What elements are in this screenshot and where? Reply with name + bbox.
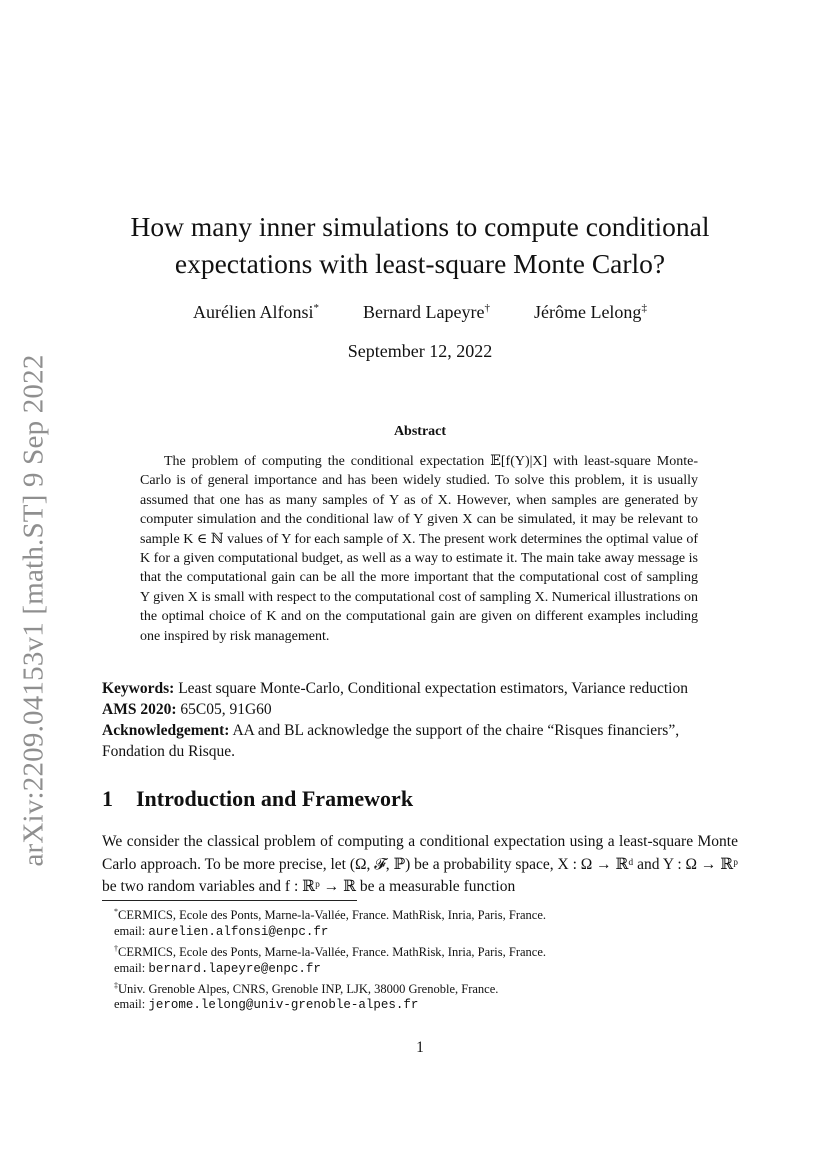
author-mark: *: [313, 302, 320, 314]
acknowledgement-label: Acknowledgement:: [102, 722, 230, 739]
arxiv-stamp: [8, 353, 60, 867]
author-name: Bernard Lapeyre: [363, 302, 485, 322]
author: [534, 302, 647, 323]
author-name: Aurélien Alfonsi: [193, 302, 314, 322]
footnote-affiliation: Univ. Grenoble Alpes, CNRS, Grenoble INP, LJK, 38000 Grenoble, France.: [118, 981, 499, 996]
footnote: [114, 978, 734, 998]
footnote-affiliation: CERMICS, Ecole des Ponts, Marne-la-Vallée, France. MathRisk, Inria, Paris, France.: [118, 908, 547, 923]
ams-text: 65C05, 91G60: [176, 701, 272, 718]
arxiv-stamp-text: arXiv:2209.04153v1 [math.ST] 9 Sep 2022: [17, 353, 50, 867]
abstract-body: The problem of computing the conditional expectation 𝔼[f(Y)|X] with least-square Monte-Carlo is of general importance and has been widely studied. To solve this problem, it is usually assumed that one has as many samples of Y as of X. However, when samples are generated by computer simulation and the conditional law of Y given X can be simulated, it may be relevant to sample K ∈ ℕ values of Y for each sample of X. The present work determines the optimal value of K for a given computational budget, as well as a way to estimate it. The main take away message is that the computational gain can be all the more important that the computational cost of sampling Y given X is small with respect to the computational cost of sampling X. Numerical illustrations on the optimal choice of K and on the computational gain are given on different examples including one inspired by risk management.: [140, 454, 698, 644]
title-line-1: How many inner simulations to compute conditional: [130, 211, 710, 242]
email-label: email:: [114, 923, 149, 938]
footnote-mark: *: [114, 907, 118, 916]
keywords-text: Least square Monte-Carlo, Conditional expectation estimators, Variance reduction: [174, 680, 688, 697]
email-label: email:: [114, 997, 149, 1012]
abstract-heading: Abstract: [393, 424, 447, 439]
author: [363, 302, 490, 323]
author-mark: †: [484, 302, 490, 314]
footnote-email-line: [114, 997, 734, 1014]
footnote-mark: †: [114, 943, 118, 953]
intro-paragraph: We consider the classical problem of computing a conditional expectation using a least-square Monte Carlo approach. To be more precise, let (Ω, 𝓕, ℙ) be a probability space, X : Ω → ℝᵈ and Y : Ω → ℝᵖ be two random variables and f : ℝᵖ → ℝ be a measurable function: [102, 833, 738, 895]
email-link[interactable]: bernard.lapeyre@enpc.fr: [148, 961, 321, 976]
ams-label: AMS 2020:: [102, 701, 177, 718]
acknowledgement-text: AA and BL acknowledge the support of the chaire “Risques financiers”, Fondation du Risque.: [102, 722, 680, 760]
keywords-label: Keywords:: [102, 680, 175, 697]
paper-title: [80, 208, 760, 282]
footnote-rule: [102, 900, 357, 901]
footnote-affiliation: CERMICS, Ecole des Ponts, Marne-la-Vallée, France. MathRisk, Inria, Paris, France.: [118, 944, 547, 959]
footnote-email-line: [114, 961, 734, 978]
ams-line: [102, 699, 742, 720]
footnote-mark: ‡: [114, 980, 118, 990]
keywords-line: [102, 678, 742, 699]
footnote: [114, 941, 734, 961]
section-title: Introduction and Framework: [136, 786, 414, 811]
author-mark: ‡: [641, 302, 647, 314]
section-number: 1: [102, 786, 113, 811]
paper-date: September 12, 2022: [347, 341, 493, 361]
title-line-2: expectations with least-square Monte Carlo?: [174, 248, 666, 279]
footnote-email-line: [114, 924, 734, 941]
acknowledgement-line: [102, 720, 742, 762]
page-number: 1: [416, 1039, 424, 1056]
email-label: email:: [114, 960, 149, 975]
email-link[interactable]: jerome.lelong@univ-grenoble-alpes.fr: [148, 998, 419, 1013]
author: [193, 302, 319, 323]
section-heading: [102, 786, 413, 812]
keywords-block: [102, 678, 742, 762]
footnotes: [114, 904, 734, 1014]
author-name: Jérôme Lelong: [533, 302, 642, 322]
email-link[interactable]: aurelien.alfonsi@enpc.fr: [148, 924, 329, 939]
footnote: [114, 904, 734, 924]
author-list: [100, 302, 740, 323]
